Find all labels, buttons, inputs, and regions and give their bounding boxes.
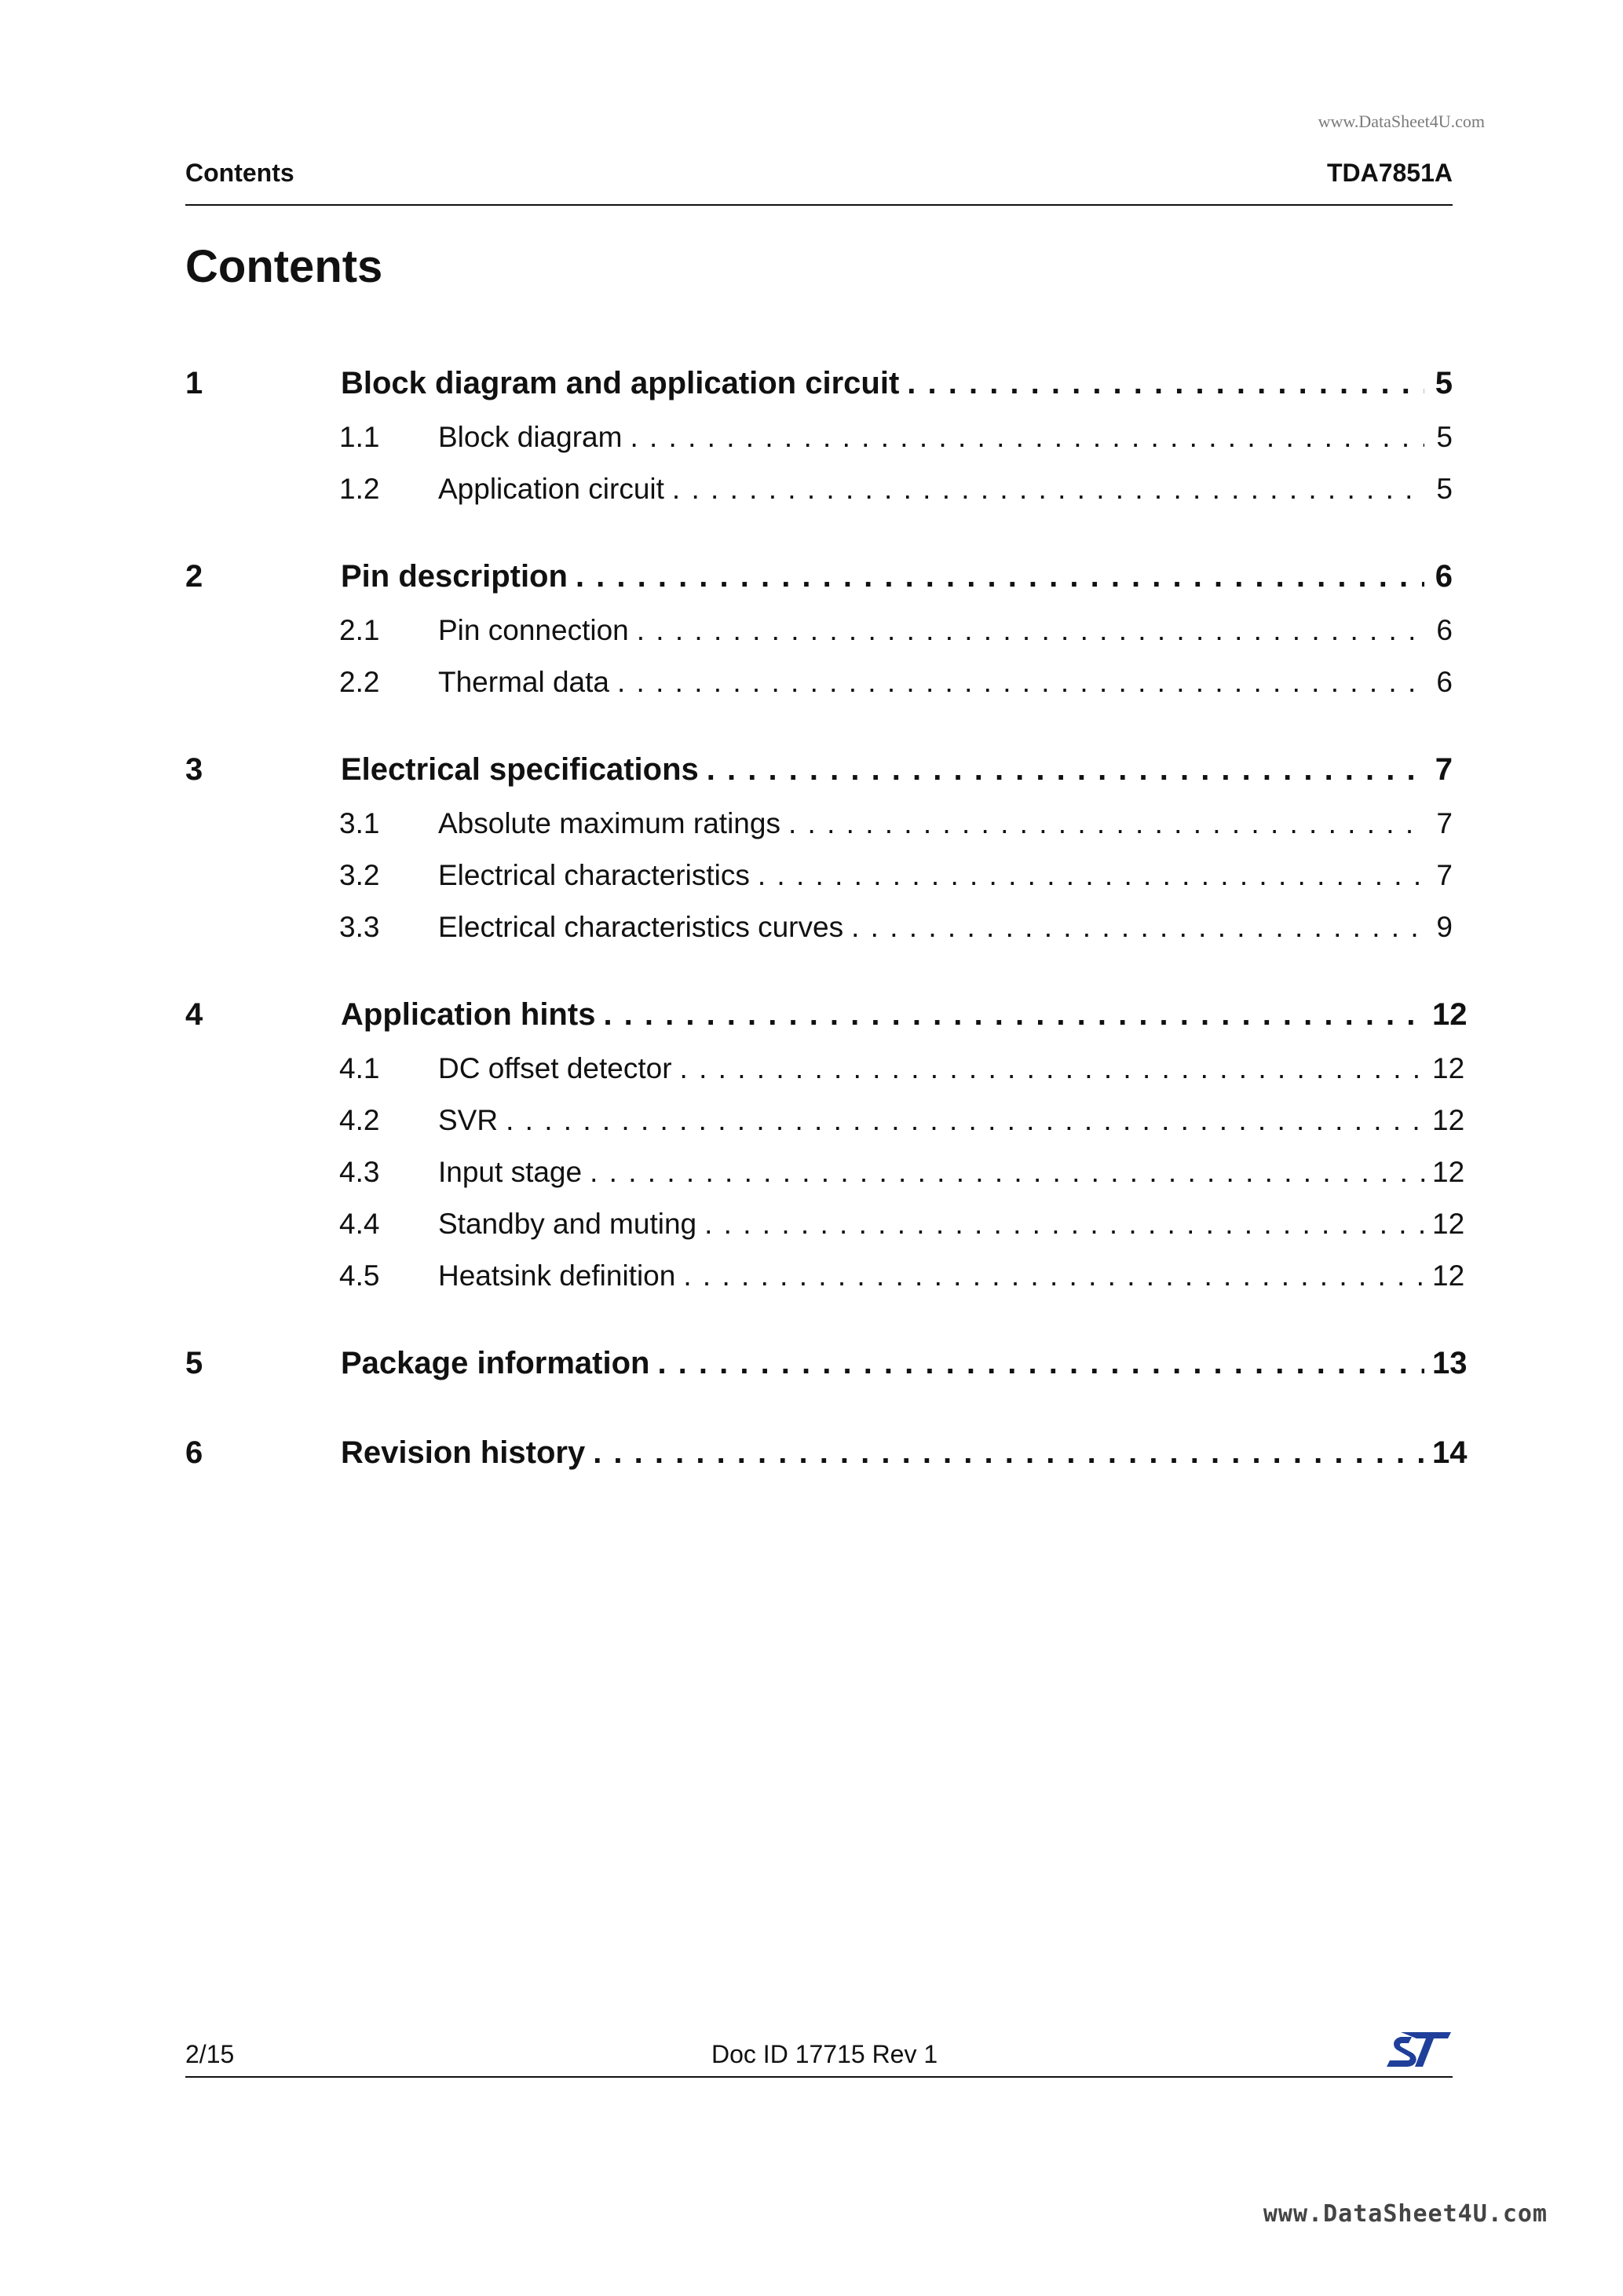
toc-entry-page: 12	[1432, 1104, 1465, 1136]
toc-subsection-entry[interactable]	[185, 1104, 1465, 1156]
toc-entry-number: 5	[185, 1346, 203, 1380]
header-section-title: Contents	[185, 159, 294, 187]
toc-dot-leader	[593, 1435, 1424, 1471]
toc-entry-page: 6	[1435, 559, 1453, 594]
toc-subsection-entry[interactable]	[185, 473, 1453, 525]
toc-subsection-entry[interactable]	[185, 1260, 1465, 1311]
toc-dot-leader	[637, 614, 1424, 647]
toc-entry-number: 3	[185, 752, 203, 787]
toc-entry-number: 4.4	[339, 1208, 380, 1240]
toc-entry-page: 12	[1432, 1208, 1465, 1240]
toc-entry-number: 4	[185, 997, 203, 1032]
toc-entry-page: 12	[1432, 1260, 1465, 1292]
toc-dot-leader	[576, 559, 1424, 594]
toc-entry-number: 2	[185, 559, 203, 594]
toc-entry-label: Electrical specifications	[341, 752, 699, 787]
toc-entry-page: 12	[1432, 1052, 1465, 1084]
toc-dot-leader	[672, 473, 1424, 506]
toc-entry-label: Thermal data	[438, 666, 609, 698]
toc-entry-label: Package information	[341, 1346, 650, 1380]
toc-subsection-entry[interactable]	[185, 859, 1453, 911]
toc-section-entry[interactable]	[185, 1435, 1468, 1490]
footer-doc-id: Doc ID 17715 Rev 1	[711, 2040, 938, 2068]
toc-dot-leader	[707, 752, 1424, 788]
toc-entry-page: 7	[1436, 859, 1453, 891]
toc-dot-leader	[680, 1052, 1424, 1085]
toc-dot-leader	[788, 807, 1424, 840]
toc-dot-leader	[907, 366, 1424, 401]
toc-entry-label: DC offset detector	[438, 1052, 672, 1084]
toc-dot-leader	[704, 1208, 1424, 1241]
toc-dot-leader	[630, 421, 1424, 454]
toc-entry-label: Standby and muting	[438, 1208, 697, 1240]
toc-entry-label: SVR	[438, 1104, 499, 1136]
toc-entry-page: 12	[1432, 997, 1468, 1032]
toc-entry-label: Application hints	[341, 997, 596, 1032]
toc-section-entry[interactable]	[185, 997, 1468, 1052]
st-logo-icon	[1385, 2029, 1453, 2070]
toc-subsection-entry[interactable]	[185, 1052, 1465, 1104]
toc-entry-number: 2.2	[339, 666, 380, 698]
toc-dot-leader	[506, 1104, 1424, 1137]
toc-entry-page: 6	[1436, 614, 1453, 646]
toc-entry-page: 7	[1435, 752, 1453, 787]
toc-entry-page: 13	[1432, 1346, 1468, 1380]
toc-dot-leader	[758, 859, 1424, 892]
toc-entry-number: 1.2	[339, 473, 380, 505]
toc-entry-page: 14	[1432, 1435, 1468, 1470]
toc-section-entry[interactable]	[185, 752, 1453, 807]
toc-dot-leader	[603, 997, 1424, 1033]
toc-entry-page: 5	[1436, 473, 1453, 505]
toc-entry-page: 5	[1436, 421, 1453, 453]
toc-entry-label: Block diagram	[438, 421, 623, 453]
toc-entry-number: 1	[185, 366, 203, 400]
page-title: Contents	[185, 241, 383, 292]
toc-entry-number: 1.1	[339, 421, 380, 453]
toc-entry-number: 2.1	[339, 614, 380, 646]
watermark-top: www.DataSheet4U.com	[1318, 112, 1485, 131]
toc-subsection-entry[interactable]	[185, 1208, 1465, 1260]
toc-entry-label: Absolute maximum ratings	[438, 807, 780, 839]
toc-subsection-entry[interactable]	[185, 421, 1453, 473]
toc-entry-number: 4.1	[339, 1052, 380, 1084]
toc-entry-label: Pin connection	[438, 614, 629, 646]
toc-entry-page: 5	[1435, 366, 1453, 400]
toc-entry-label: Input stage	[438, 1156, 583, 1188]
toc-subsection-entry[interactable]	[185, 807, 1453, 859]
header-part-number: TDA7851A	[1326, 159, 1453, 187]
toc-entry-page: 6	[1436, 666, 1453, 698]
toc-subsection-entry[interactable]	[185, 1156, 1465, 1208]
toc-entry-page: 7	[1436, 807, 1453, 839]
toc-dot-leader	[590, 1156, 1424, 1189]
toc-entry-label: Electrical characteristics curves	[438, 911, 844, 943]
toc-section-entry[interactable]	[185, 559, 1453, 614]
toc-dot-leader	[657, 1346, 1424, 1381]
toc-entry-label: Application circuit	[438, 473, 664, 505]
toc-subsection-entry[interactable]	[185, 666, 1453, 718]
toc-entry-number: 4.5	[339, 1260, 380, 1292]
toc-entry-label: Pin description	[341, 559, 568, 594]
toc-section-entry[interactable]	[185, 366, 1453, 421]
toc-dot-leader	[683, 1260, 1424, 1292]
toc-entry-page: 12	[1432, 1156, 1465, 1188]
watermark-bottom: www.DataSheet4U.com	[1263, 2200, 1548, 2228]
toc-entry-number: 4.3	[339, 1156, 380, 1188]
toc-entry-label: Electrical characteristics	[438, 859, 750, 891]
toc-entry-number: 3.3	[339, 911, 380, 943]
toc-entry-label: Revision history	[341, 1435, 586, 1470]
toc-dot-leader	[617, 666, 1424, 699]
toc-section-entry[interactable]	[185, 1346, 1468, 1401]
toc-subsection-entry[interactable]	[185, 911, 1453, 963]
toc-entry-number: 6	[185, 1435, 203, 1470]
toc-entry-number: 3.2	[339, 859, 380, 891]
toc-dot-leader	[851, 911, 1424, 944]
toc-entry-label: Heatsink definition	[438, 1260, 676, 1292]
page-header	[185, 159, 1453, 206]
page-footer	[185, 2034, 1453, 2078]
toc-subsection-entry[interactable]	[185, 614, 1453, 666]
toc-entry-page: 9	[1436, 911, 1453, 943]
footer-page-number: 2/15	[185, 2040, 235, 2068]
toc-entry-number: 3.1	[339, 807, 380, 839]
table-of-contents	[185, 366, 1468, 1490]
toc-entry-label: Block diagram and application circuit	[341, 366, 900, 400]
toc-entry-number: 4.2	[339, 1104, 380, 1136]
